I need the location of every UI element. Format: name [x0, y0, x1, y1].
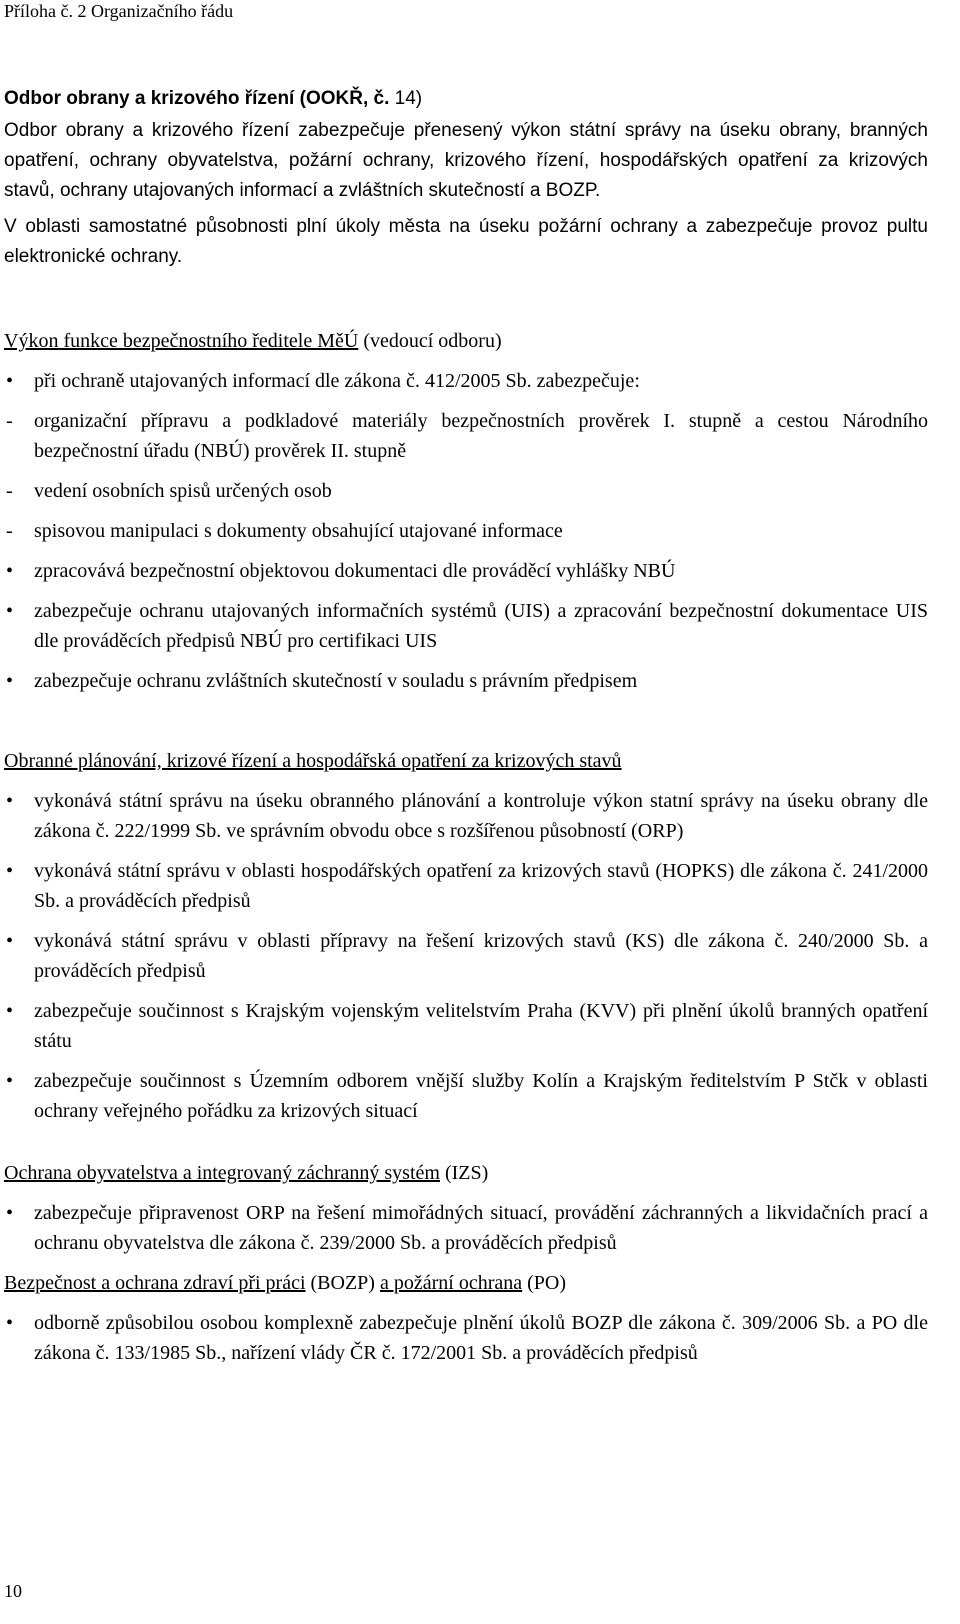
- list-item: • zabezpečuje ochranu zvláštních skutečností v souladu s právním předpisem: [4, 666, 928, 696]
- list-item: • při ochraně utajovaných informací dle zákona č. 412/2005 Sb. zabezpečuje:: [4, 366, 928, 396]
- sub-list-item: - spisovou manipulaci s dokumenty obsahující utajované informace: [4, 516, 928, 546]
- intro-paragraph: V oblasti samostatné působnosti plní úkoly města na úseku požární ochrany a zabezpečuje provoz pultu elektronické ochrany.: [4, 216, 928, 267]
- section-title: Výkon funkce bezpečnostního ředitele MěÚ (vedoucí odboru): [4, 330, 502, 352]
- list-item: • vykonává státní správu v oblasti přípravy na řešení krizových stavů (KS) dle zákona č. 240/2000 Sb. a prováděcích předpisů: [4, 926, 928, 986]
- department-number: 14): [394, 88, 423, 109]
- list-item: • zabezpečuje ochranu utajovaných informačních systémů (UIS) a zpracování bezpečnostní dokumentace UIS dle prováděcích předpisů NBÚ pro certifikaci UIS: [4, 596, 928, 656]
- list-item: • zabezpečuje součinnost s Krajským vojenským velitelstvím Praha (KVV) při plnění úkolů branných opatření státu: [4, 996, 928, 1056]
- department-title-text: Odbor obrany a krizového řízení (OOKŘ, č.: [4, 88, 390, 109]
- section-title: Obranné plánování, krizové řízení a hospodářská opatření za krizových stavů: [4, 750, 622, 772]
- department-title: [4, 84, 422, 114]
- security-list-2: [4, 556, 928, 696]
- defense-list: [4, 786, 928, 1126]
- security-section: [4, 326, 928, 696]
- bozp-section: [4, 1268, 928, 1368]
- security-sub-list: [4, 406, 928, 546]
- security-list: [4, 366, 928, 396]
- list-item: • zpracovává bezpečnostní objektovou dokumentaci dle prováděcí vyhlášky NBÚ: [4, 556, 928, 586]
- list-item: • odborně způsobilou osobou komplexně zabezpečuje plnění úkolů BOZP dle zákona č. 309/2006 Sb. a PO dle zákona č. 133/1985 Sb., nařízení vlády ČR č. 172/2001 Sb. a prováděcích předpisů: [4, 1308, 928, 1368]
- intro-paragraph: Odbor obrany a krizového řízení zabezpečuje přenesený výkon státní správy na úseku obrany, branných opatření, ochrany obyvatelstva, požární ochrany, krizového řízení, hospodářských opatření za krizových stavů, ochrany utajovaných informací a zvláštních skutečností a BOZP.: [4, 120, 928, 201]
- civil-list: [4, 1198, 928, 1258]
- bozp-list: [4, 1308, 928, 1368]
- section-title: Ochrana obyvatelstva a integrovaný záchranný systém (IZS): [4, 1162, 489, 1184]
- defense-section: [4, 746, 928, 1126]
- list-item: • vykonává státní správu v oblasti hospodářských opatření za krizových stavů (HOPKS) dle zákona č. 241/2000 Sb. a prováděcích předpisů: [4, 856, 928, 916]
- section-title: Bezpečnost a ochrana zdraví při práci (BOZP) a požární ochrana (PO): [4, 1272, 566, 1294]
- list-item: • zabezpečuje připravenost ORP na řešení mimořádných situací, provádění záchranných a likvidačních prací a ochranu obyvatelstva dle zákona č. 239/2000 Sb. a prováděcích předpisů: [4, 1198, 928, 1258]
- list-item: • vykonává státní správu na úseku obranného plánování a kontroluje výkon statní správy na úseku obrany dle zákona č. 222/1999 Sb. ve správním obvodu obce s rozšířenou působností (ORP): [4, 786, 928, 846]
- sub-list-item: - organizační přípravu a podkladové materiály bezpečnostních prověrek I. stupně a cestou Národního bezpečnostní úřadu (NBÚ) prověrek II. stupně: [4, 406, 928, 466]
- civil-protection-section: [4, 1158, 928, 1258]
- list-item: • zabezpečuje součinnost s Územním odborem vnější služby Kolín a Krajským ředitelstvím P Stčk v oblasti ochrany veřejného pořádku za krizových situací: [4, 1066, 928, 1126]
- page-header: Příloha č. 2 Organizačního řádu: [4, 1, 234, 21]
- department-intro: [4, 116, 928, 278]
- page-number: 10: [4, 1581, 22, 1601]
- sub-list-item: - vedení osobních spisů určených osob: [4, 476, 928, 506]
